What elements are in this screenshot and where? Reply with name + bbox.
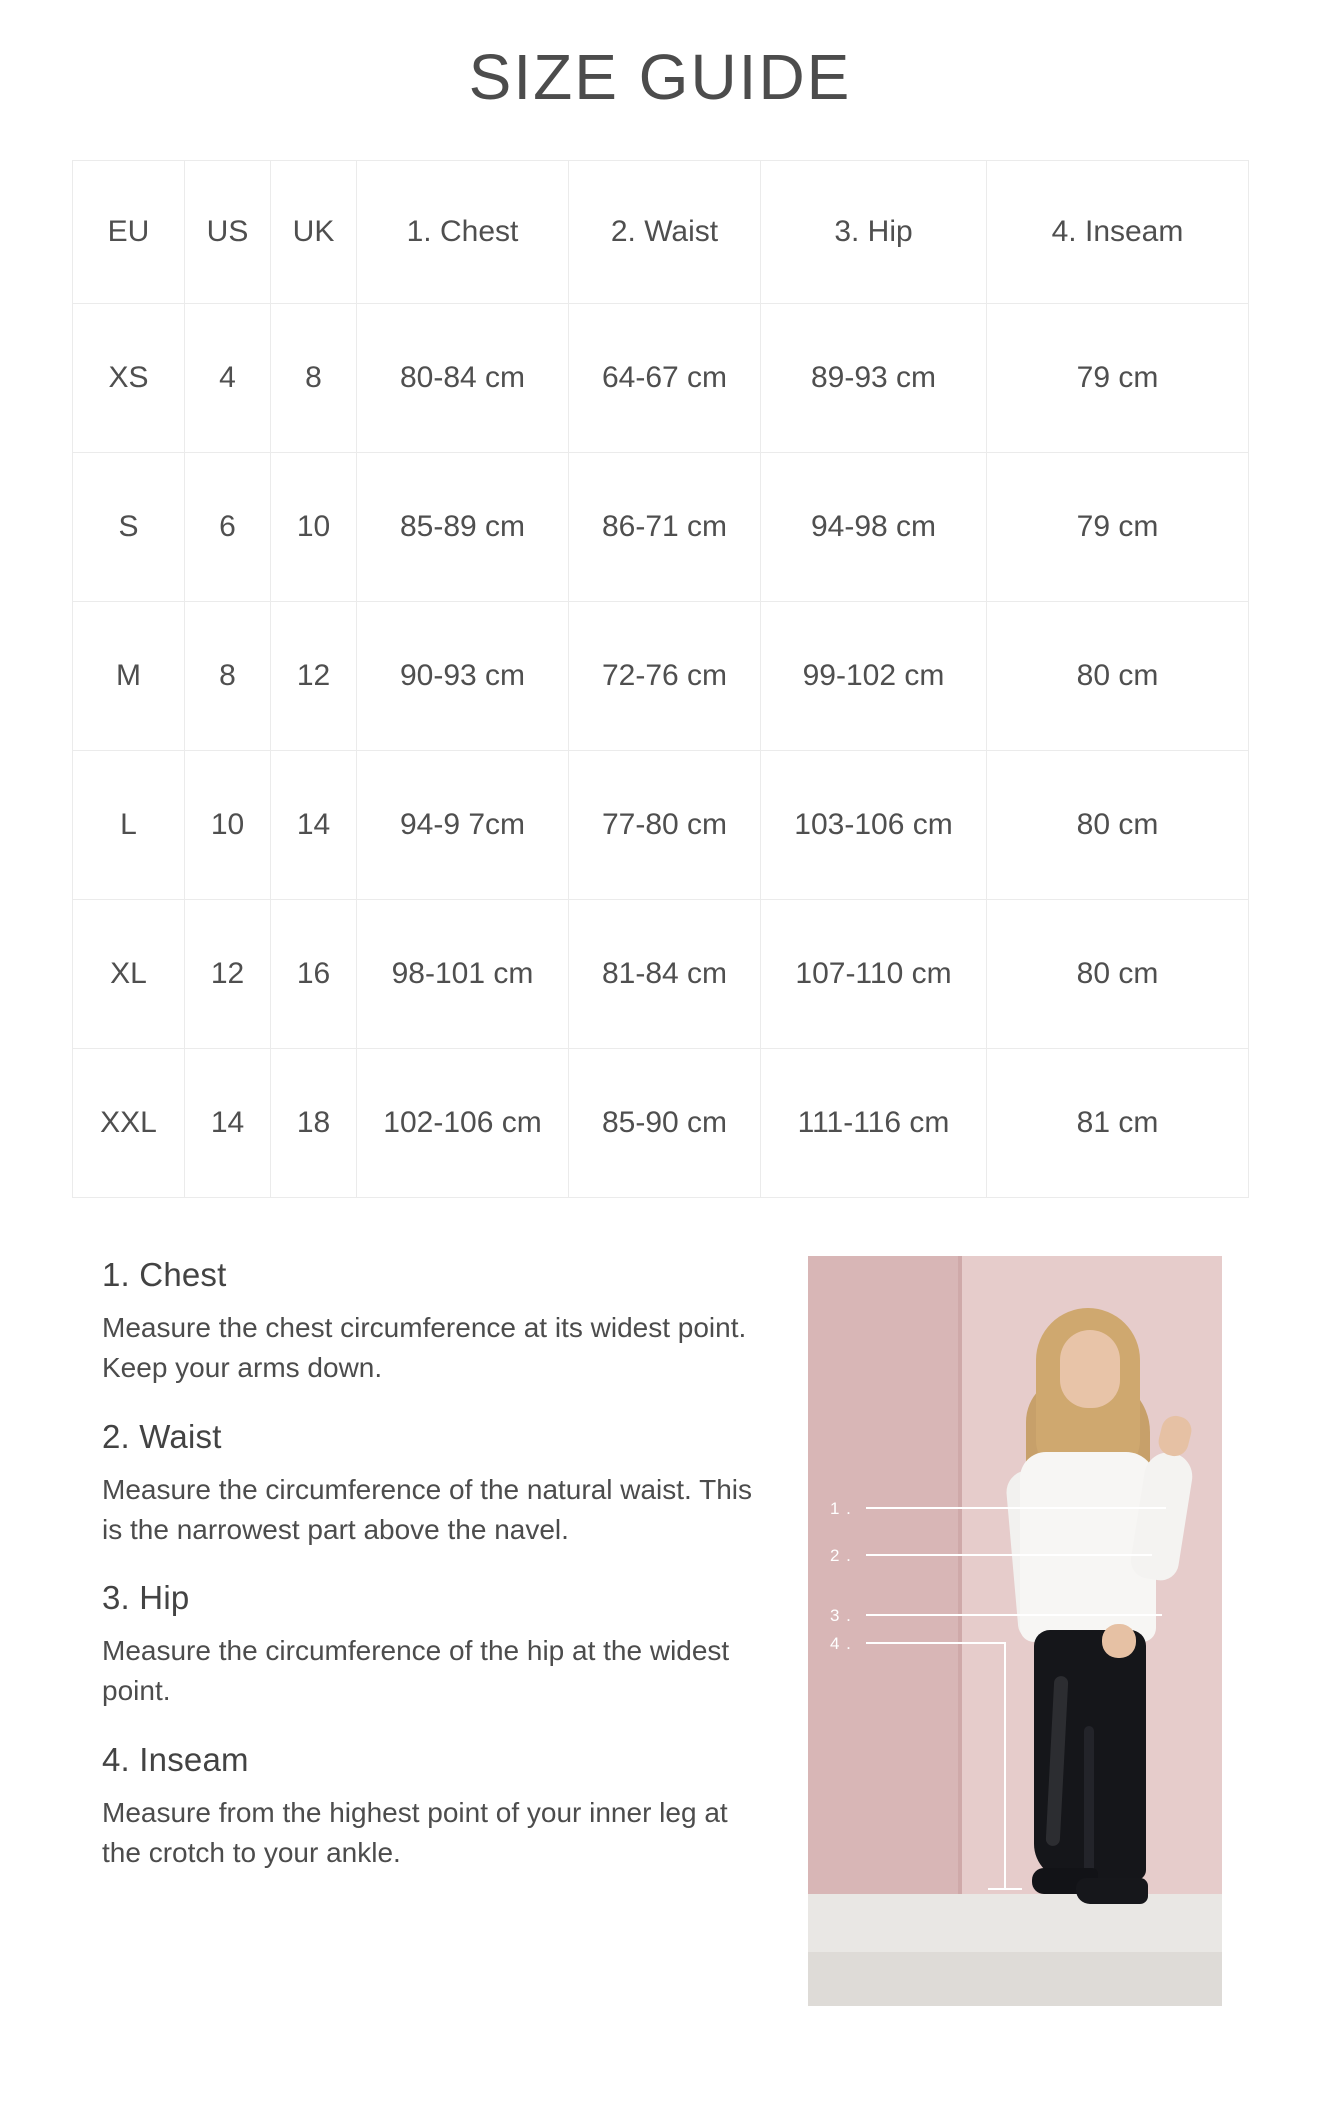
column-header-us: US — [185, 161, 271, 304]
cell-uk: 14 — [271, 751, 357, 900]
cell-chest: 98-101 cm — [357, 900, 569, 1049]
instruction-waist — [72, 1418, 762, 1550]
instructions-and-photo — [72, 1256, 1248, 2006]
cell-inseam: 79 cm — [987, 453, 1249, 602]
model-hand-lowered — [1102, 1624, 1136, 1658]
cell-us: 10 — [185, 751, 271, 900]
marker-line-waist — [866, 1554, 1152, 1556]
marker-label-chest: 1 . — [830, 1499, 852, 1519]
cell-chest: 80-84 cm — [357, 304, 569, 453]
cell-us: 12 — [185, 900, 271, 1049]
cell-waist: 72-76 cm — [569, 602, 761, 751]
cell-chest: 94-9 7cm — [357, 751, 569, 900]
cell-eu: XL — [73, 900, 185, 1049]
cell-eu: M — [73, 602, 185, 751]
instruction-body: Measure from the highest point of your inner leg at the crotch to your ankle. — [102, 1796, 728, 1868]
marker-label-waist: 2 . — [830, 1546, 852, 1566]
cell-uk: 8 — [271, 304, 357, 453]
cell-hip: 111-116 cm — [761, 1049, 987, 1198]
table-row — [73, 453, 1249, 602]
cell-inseam: 81 cm — [987, 1049, 1249, 1198]
cell-us: 4 — [185, 304, 271, 453]
cell-waist: 77-80 cm — [569, 751, 761, 900]
column-header-waist: 2. Waist — [569, 161, 761, 304]
size-guide-page — [0, 42, 1320, 2109]
column-header-chest: 1. Chest — [357, 161, 569, 304]
column-header-eu: EU — [73, 161, 185, 304]
table-row — [73, 1049, 1249, 1198]
instruction-body: Measure the circumference of the hip at the widest point. — [102, 1635, 730, 1707]
marker-line-inseam-top — [866, 1642, 1006, 1644]
model-face — [1060, 1330, 1120, 1408]
cell-eu: XXL — [73, 1049, 185, 1198]
cell-chest: 102-106 cm — [357, 1049, 569, 1198]
table-header-row — [73, 161, 1249, 304]
cell-chest: 90-93 cm — [357, 602, 569, 751]
cell-uk: 16 — [271, 900, 357, 1049]
cell-hip: 107-110 cm — [761, 900, 987, 1049]
cell-chest: 85-89 cm — [357, 453, 569, 602]
cell-inseam: 80 cm — [987, 602, 1249, 751]
marker-line-inseam-vertical — [1004, 1642, 1006, 1890]
marker-label-hip: 3 . — [830, 1606, 852, 1626]
cell-us: 6 — [185, 453, 271, 602]
cell-eu: XS — [73, 304, 185, 453]
cell-waist: 64-67 cm — [569, 304, 761, 453]
instruction-inseam — [72, 1741, 762, 1873]
cell-hip: 89-93 cm — [761, 304, 987, 453]
photo-wall-left — [808, 1256, 960, 1896]
photo-wall-edge — [958, 1256, 962, 1896]
instruction-hip — [72, 1579, 762, 1711]
table-row — [73, 900, 1249, 1049]
cell-eu: S — [73, 453, 185, 602]
instructions-column — [72, 1256, 792, 1902]
cell-eu: L — [73, 751, 185, 900]
instruction-heading: 4. Inseam — [102, 1740, 249, 1778]
marker-line-chest — [866, 1507, 1166, 1509]
marker-line-hip — [866, 1614, 1162, 1616]
model-leg-separation — [1084, 1726, 1094, 1876]
cell-waist: 86-71 cm — [569, 453, 761, 602]
size-table-body — [73, 304, 1249, 1198]
cell-waist: 85-90 cm — [569, 1049, 761, 1198]
cell-us: 14 — [185, 1049, 271, 1198]
table-row — [73, 751, 1249, 900]
table-row — [73, 304, 1249, 453]
cell-hip: 94-98 cm — [761, 453, 987, 602]
cell-inseam: 79 cm — [987, 304, 1249, 453]
instruction-heading: 2. Waist — [102, 1417, 222, 1455]
instruction-heading: 3. Hip — [102, 1579, 190, 1617]
photo-floor-shadow — [808, 1952, 1222, 2006]
size-table-head — [73, 161, 1249, 304]
column-header-hip: 3. Hip — [761, 161, 987, 304]
cell-hip: 103-106 cm — [761, 751, 987, 900]
cell-hip: 99-102 cm — [761, 602, 987, 751]
cell-us: 8 — [185, 602, 271, 751]
model-shoe-right — [1076, 1878, 1148, 1904]
column-header-inseam: 4. Inseam — [987, 161, 1249, 304]
cell-inseam: 80 cm — [987, 900, 1249, 1049]
table-row — [73, 602, 1249, 751]
instruction-body: Measure the chest circumference at its widest point. Keep your arms down. — [102, 1312, 747, 1384]
instruction-body: Measure the circumference of the natural waist. This is the narrowest part above the navel. — [102, 1473, 753, 1545]
instruction-heading: 1. Chest — [102, 1256, 227, 1294]
column-header-uk: UK — [271, 161, 357, 304]
size-table-wrapper — [72, 160, 1248, 1198]
cell-uk: 10 — [271, 453, 357, 602]
marker-line-inseam-bottom — [988, 1888, 1022, 1890]
cell-waist: 81-84 cm — [569, 900, 761, 1049]
page-title: SIZE GUIDE — [468, 41, 852, 113]
cell-uk: 18 — [271, 1049, 357, 1198]
size-table — [72, 160, 1249, 1198]
model-measurement-photo — [808, 1256, 1222, 2006]
marker-label-inseam: 4 . — [830, 1634, 852, 1654]
cell-uk: 12 — [271, 602, 357, 751]
cell-inseam: 80 cm — [987, 751, 1249, 900]
instruction-chest — [72, 1256, 762, 1388]
